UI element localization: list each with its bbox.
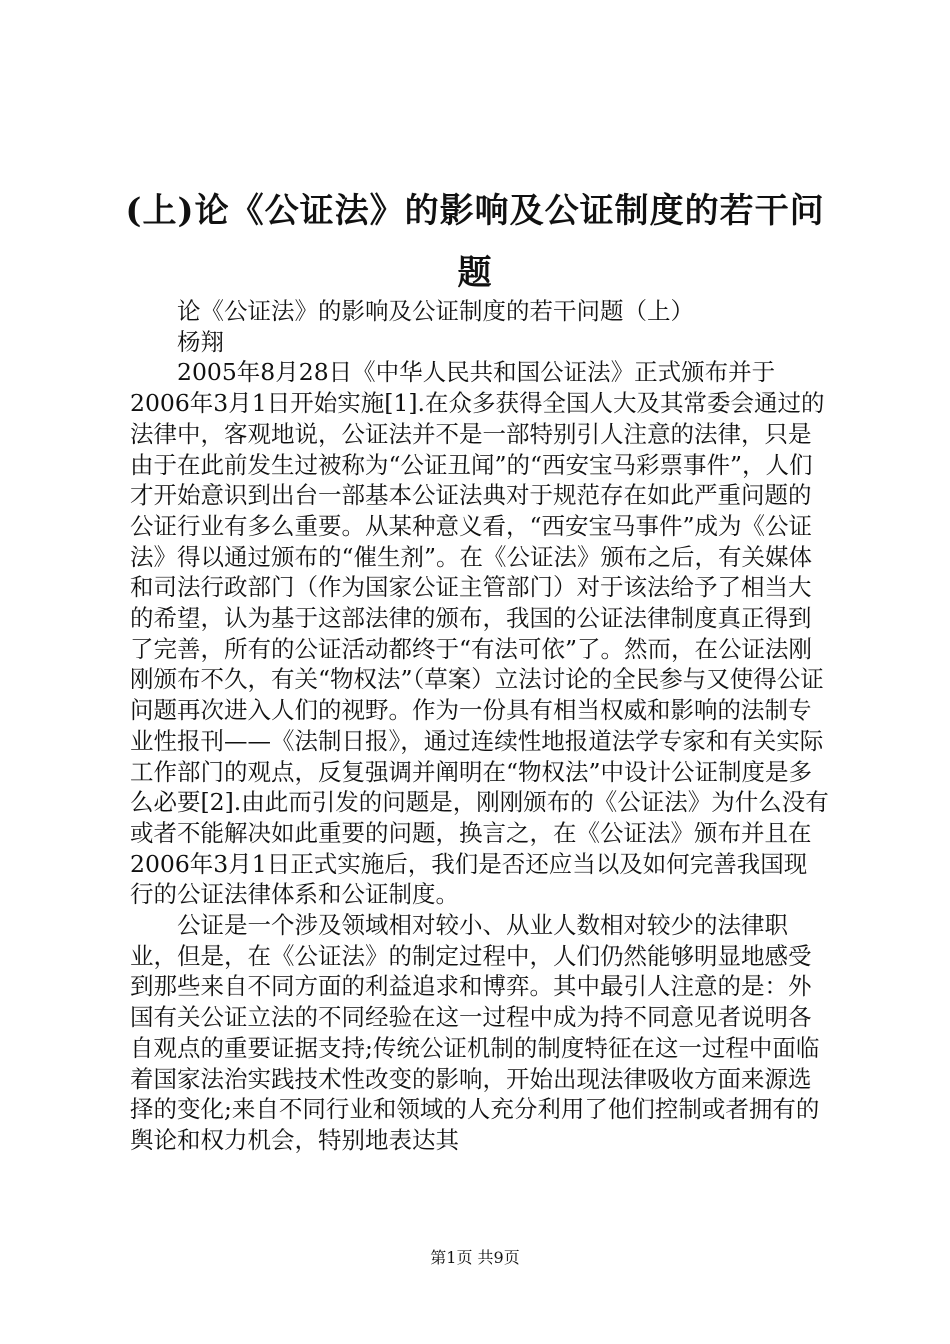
document-subtitle: 论《公证法》的影响及公证制度的若干问题（上） [177,297,694,325]
body-paragraph: 2005年8月28日《中华人民共和国公证法》正式颁布并于2006年3月1日开始实施[1].在众多获得全国人大及其常委会通过的法律中，客观地说，公证法并不是一部特别引人注意的法律，只是由于在此前发生过被称为“公证丑闻”的“西安宝马彩票事件”，人们才开始意识到出台一部基本公证法典对于规范存在如此严重问题的公证行业有多么重要。从某种意义看，“西安宝马事件”成为《公证法》得以通过颁布的“催生剂”。在《公证法》颁布之后，有关媒体和司法行政部门（作为国家公证主管部门）对于该法给予了相当大的希望，认为基于这部法律的颁布，我国的公证法律制度真正得到了完善，所有的公证活动都终于“有法可依”了。然而，在公证法刚刚颁布不久，有关“物权法”（草案）立法讨论的全民参与又使得公证问题再次进入人们的视野。作为一份具有相当权威和影响的法制专业性报刊——《法制日报》，通过连续性地报道法学专家和有关实际工作部门的观点，反复强调并阐明在“物权法”中设计公证制度是多么必要[2].由此而引发的问题是，刚刚颁布的《公证法》为什么没有或者不能解决如此重要的问题，换言之，在《公证法》颁布并且在2006年3月1日正式实施后，我们是否还应当以及如何完善我国现行的公证法律体系和公证制度。 [130,358,829,909]
document-title: (上)论《公证法》的影响及公证制度的若干问题 [125,191,825,293]
page-footer: 第1页 共9页 [430,1248,520,1267]
document-author: 杨翔 [177,327,224,356]
document-body [130,296,830,1156]
body-paragraph: 公证是一个涉及领域相对较小、从业人数相对较少的法律职业，但是，在《公证法》的制定过程中，人们仍然能够明显地感受到那些来自不同方面的利益追求和博弈。其中最引人注意的是：外国有关公证立法的不同经验在这一过程中成为持不同意见者说明各自观点的重要证据支持;传统公证机制的制度特征在这一过程中面临着国家法治实践技术性改变的影响，开始出现法律吸收方面来源选择的变化;来自不同行业和领域的人充分利用了他们控制或者拥有的舆论和权力机会，特别地表达其 [130,911,820,1154]
